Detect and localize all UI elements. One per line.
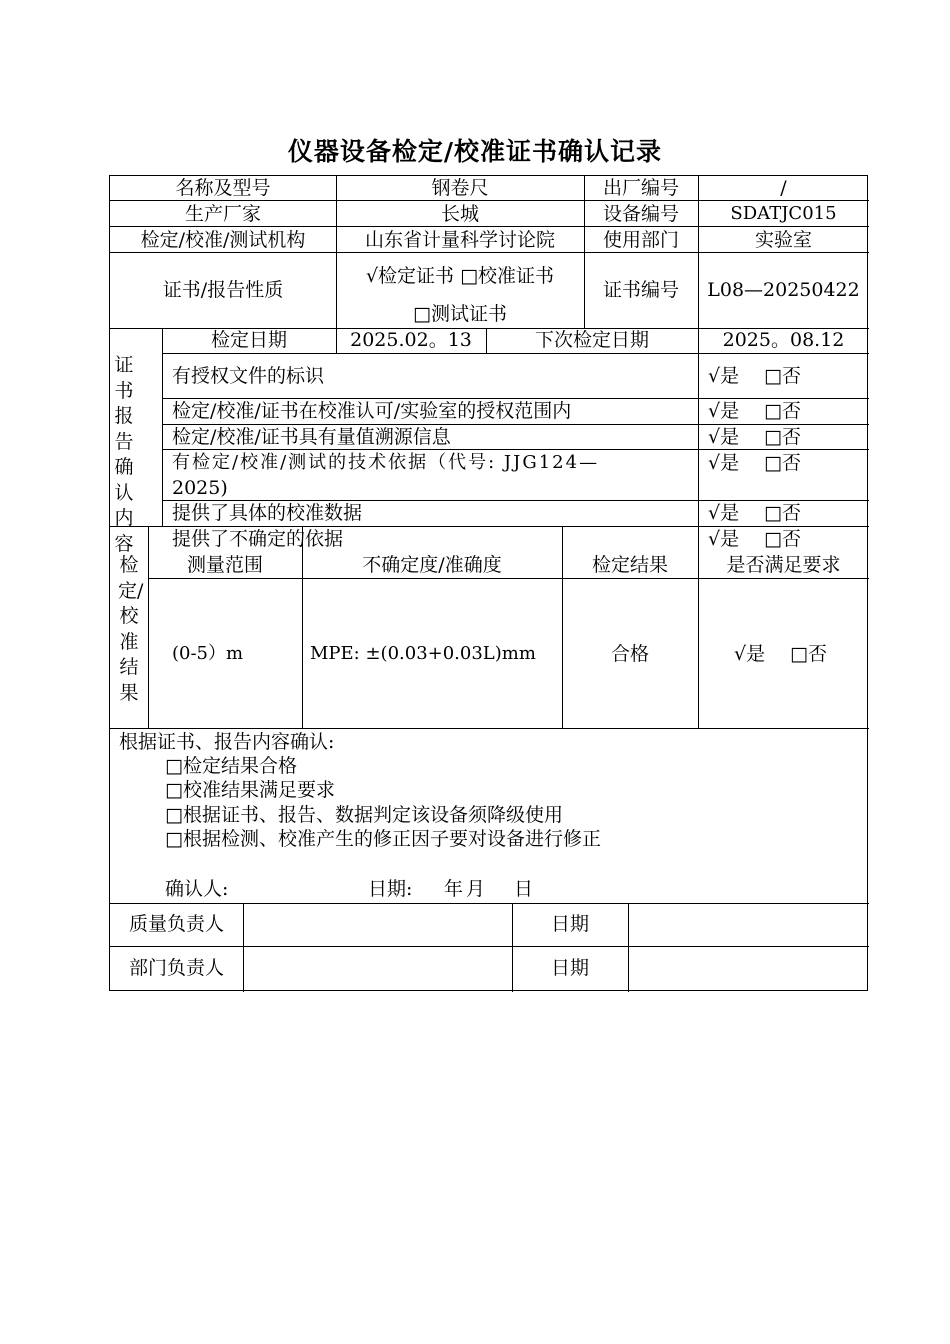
row-divider — [110, 728, 869, 729]
row-divider — [110, 526, 869, 527]
row-divider — [162, 398, 869, 399]
uncert-value: MPE: ±(0.03+0.03L)mm — [310, 643, 536, 664]
dept-date-label: 日期 — [550, 957, 589, 979]
row-divider — [110, 252, 869, 253]
confirm-item-no: □否 — [764, 426, 801, 448]
conclusion-option: □检定结果合格 — [165, 755, 297, 777]
date-value: 2025.02。13 — [350, 329, 472, 351]
cert-nature-line1: √检定证书 □校准证书 — [365, 265, 555, 287]
equip-no-value: SDATJC015 — [730, 203, 837, 224]
confirm-item-yes: √是 — [708, 528, 740, 550]
confirm-item-text: 2025) — [172, 477, 228, 499]
confirm-item-no: □否 — [764, 400, 801, 422]
dept-label: 使用部门 — [602, 229, 679, 251]
confirm-item-text: 有检定/校准/测试的技术依据（代号: JJG124— — [172, 452, 600, 473]
row-divider — [110, 226, 869, 227]
confirm-item-text: 检定/校准/证书在校准认可/实验室的授权范围内 — [172, 400, 572, 422]
conclusion-option: □校准结果满足要求 — [165, 779, 335, 801]
cert-nature-line2: □测试证书 — [413, 303, 507, 325]
cert-no-value: L08—20250422 — [707, 279, 860, 301]
confirm-item-no: □否 — [764, 502, 801, 524]
confirm-item-text: 提供了具体的校准数据 — [172, 502, 363, 524]
col-divider — [628, 903, 629, 992]
confirm-year-month: 年月 — [444, 878, 489, 900]
confirm-day: 日 — [514, 878, 534, 900]
confirm-item-text: 检定/校准/证书具有量值溯源信息 — [172, 426, 451, 448]
maker-value: 长城 — [440, 203, 479, 225]
col-divider — [584, 176, 585, 328]
quality-manager-label: 质量负责人 — [128, 913, 224, 935]
meets-no: □否 — [790, 643, 827, 665]
row-divider — [162, 449, 869, 450]
agency-value: 山东省计量科学讨论院 — [364, 229, 555, 251]
quality-date-label: 日期 — [550, 913, 589, 935]
range-value: (0-5）m — [172, 643, 244, 664]
result-side-label: 检定/校准结果 — [118, 554, 144, 704]
confirm-item-yes: √是 — [708, 365, 740, 387]
confirm-item-no: □否 — [764, 528, 801, 550]
dept-value: 实验室 — [754, 229, 812, 251]
name-value: 钢卷尺 — [431, 177, 489, 199]
col-divider — [698, 176, 699, 328]
result-header: 检定结果 — [591, 554, 668, 576]
confirm-item-text: 提供了不确定的依据 — [172, 528, 344, 550]
dept-manager-label: 部门负责人 — [128, 957, 224, 979]
name-label: 名称及型号 — [175, 177, 271, 199]
col-divider — [162, 328, 163, 526]
row-divider — [110, 903, 869, 904]
meets-header: 是否满足要求 — [726, 554, 841, 576]
confirm-item-text: 有授权文件的标识 — [172, 365, 325, 387]
row-divider — [162, 353, 869, 354]
next-date-value: 2025。08.12 — [722, 329, 845, 351]
confirm-item-yes: √是 — [708, 426, 740, 448]
col-divider — [698, 328, 699, 526]
conclusion-option: □根据检测、校准产生的修正因子要对设备进行修正 — [165, 828, 601, 850]
record-table — [109, 175, 868, 991]
row-divider — [110, 200, 869, 201]
agency-label: 检定/校准/测试机构 — [140, 229, 306, 251]
confirm-item-no: □否 — [764, 452, 801, 474]
equip-no-label: 设备编号 — [602, 203, 679, 225]
confirm-side-label: 证书报告确认内容 — [114, 354, 134, 555]
conclusion-heading: 根据证书、报告内容确认: — [119, 731, 335, 753]
confirm-item-yes: √是 — [708, 400, 740, 422]
result-value: 合格 — [610, 643, 649, 665]
conclusion-option: □根据证书、报告、数据判定该设备须降级使用 — [165, 804, 563, 826]
row-divider — [162, 500, 869, 501]
row-divider — [162, 424, 869, 425]
cert-nature-label: 证书/报告性质 — [162, 279, 284, 301]
serial-label: 出厂编号 — [602, 177, 679, 199]
confirm-item-yes: √是 — [708, 502, 740, 524]
confirm-item-no: □否 — [764, 365, 801, 387]
serial-value: / — [780, 177, 787, 199]
uncert-header: 不确定度/准确度 — [362, 554, 502, 576]
confirm-item-yes: √是 — [708, 452, 740, 474]
cert-no-label: 证书编号 — [602, 279, 679, 301]
confirmer-label: 确认人: — [165, 878, 229, 900]
row-divider — [110, 946, 869, 947]
next-date-label: 下次检定日期 — [534, 329, 649, 351]
maker-label: 生产厂家 — [184, 203, 261, 225]
date-label: 检定日期 — [210, 329, 287, 351]
range-header: 测量范围 — [186, 554, 263, 576]
col-divider — [243, 903, 244, 992]
meets-yes: √是 — [734, 643, 766, 665]
document-title: 仪器设备检定/校准证书确认记录 — [287, 137, 663, 166]
row-divider — [148, 578, 869, 579]
confirm-date-label: 日期: — [368, 878, 413, 900]
